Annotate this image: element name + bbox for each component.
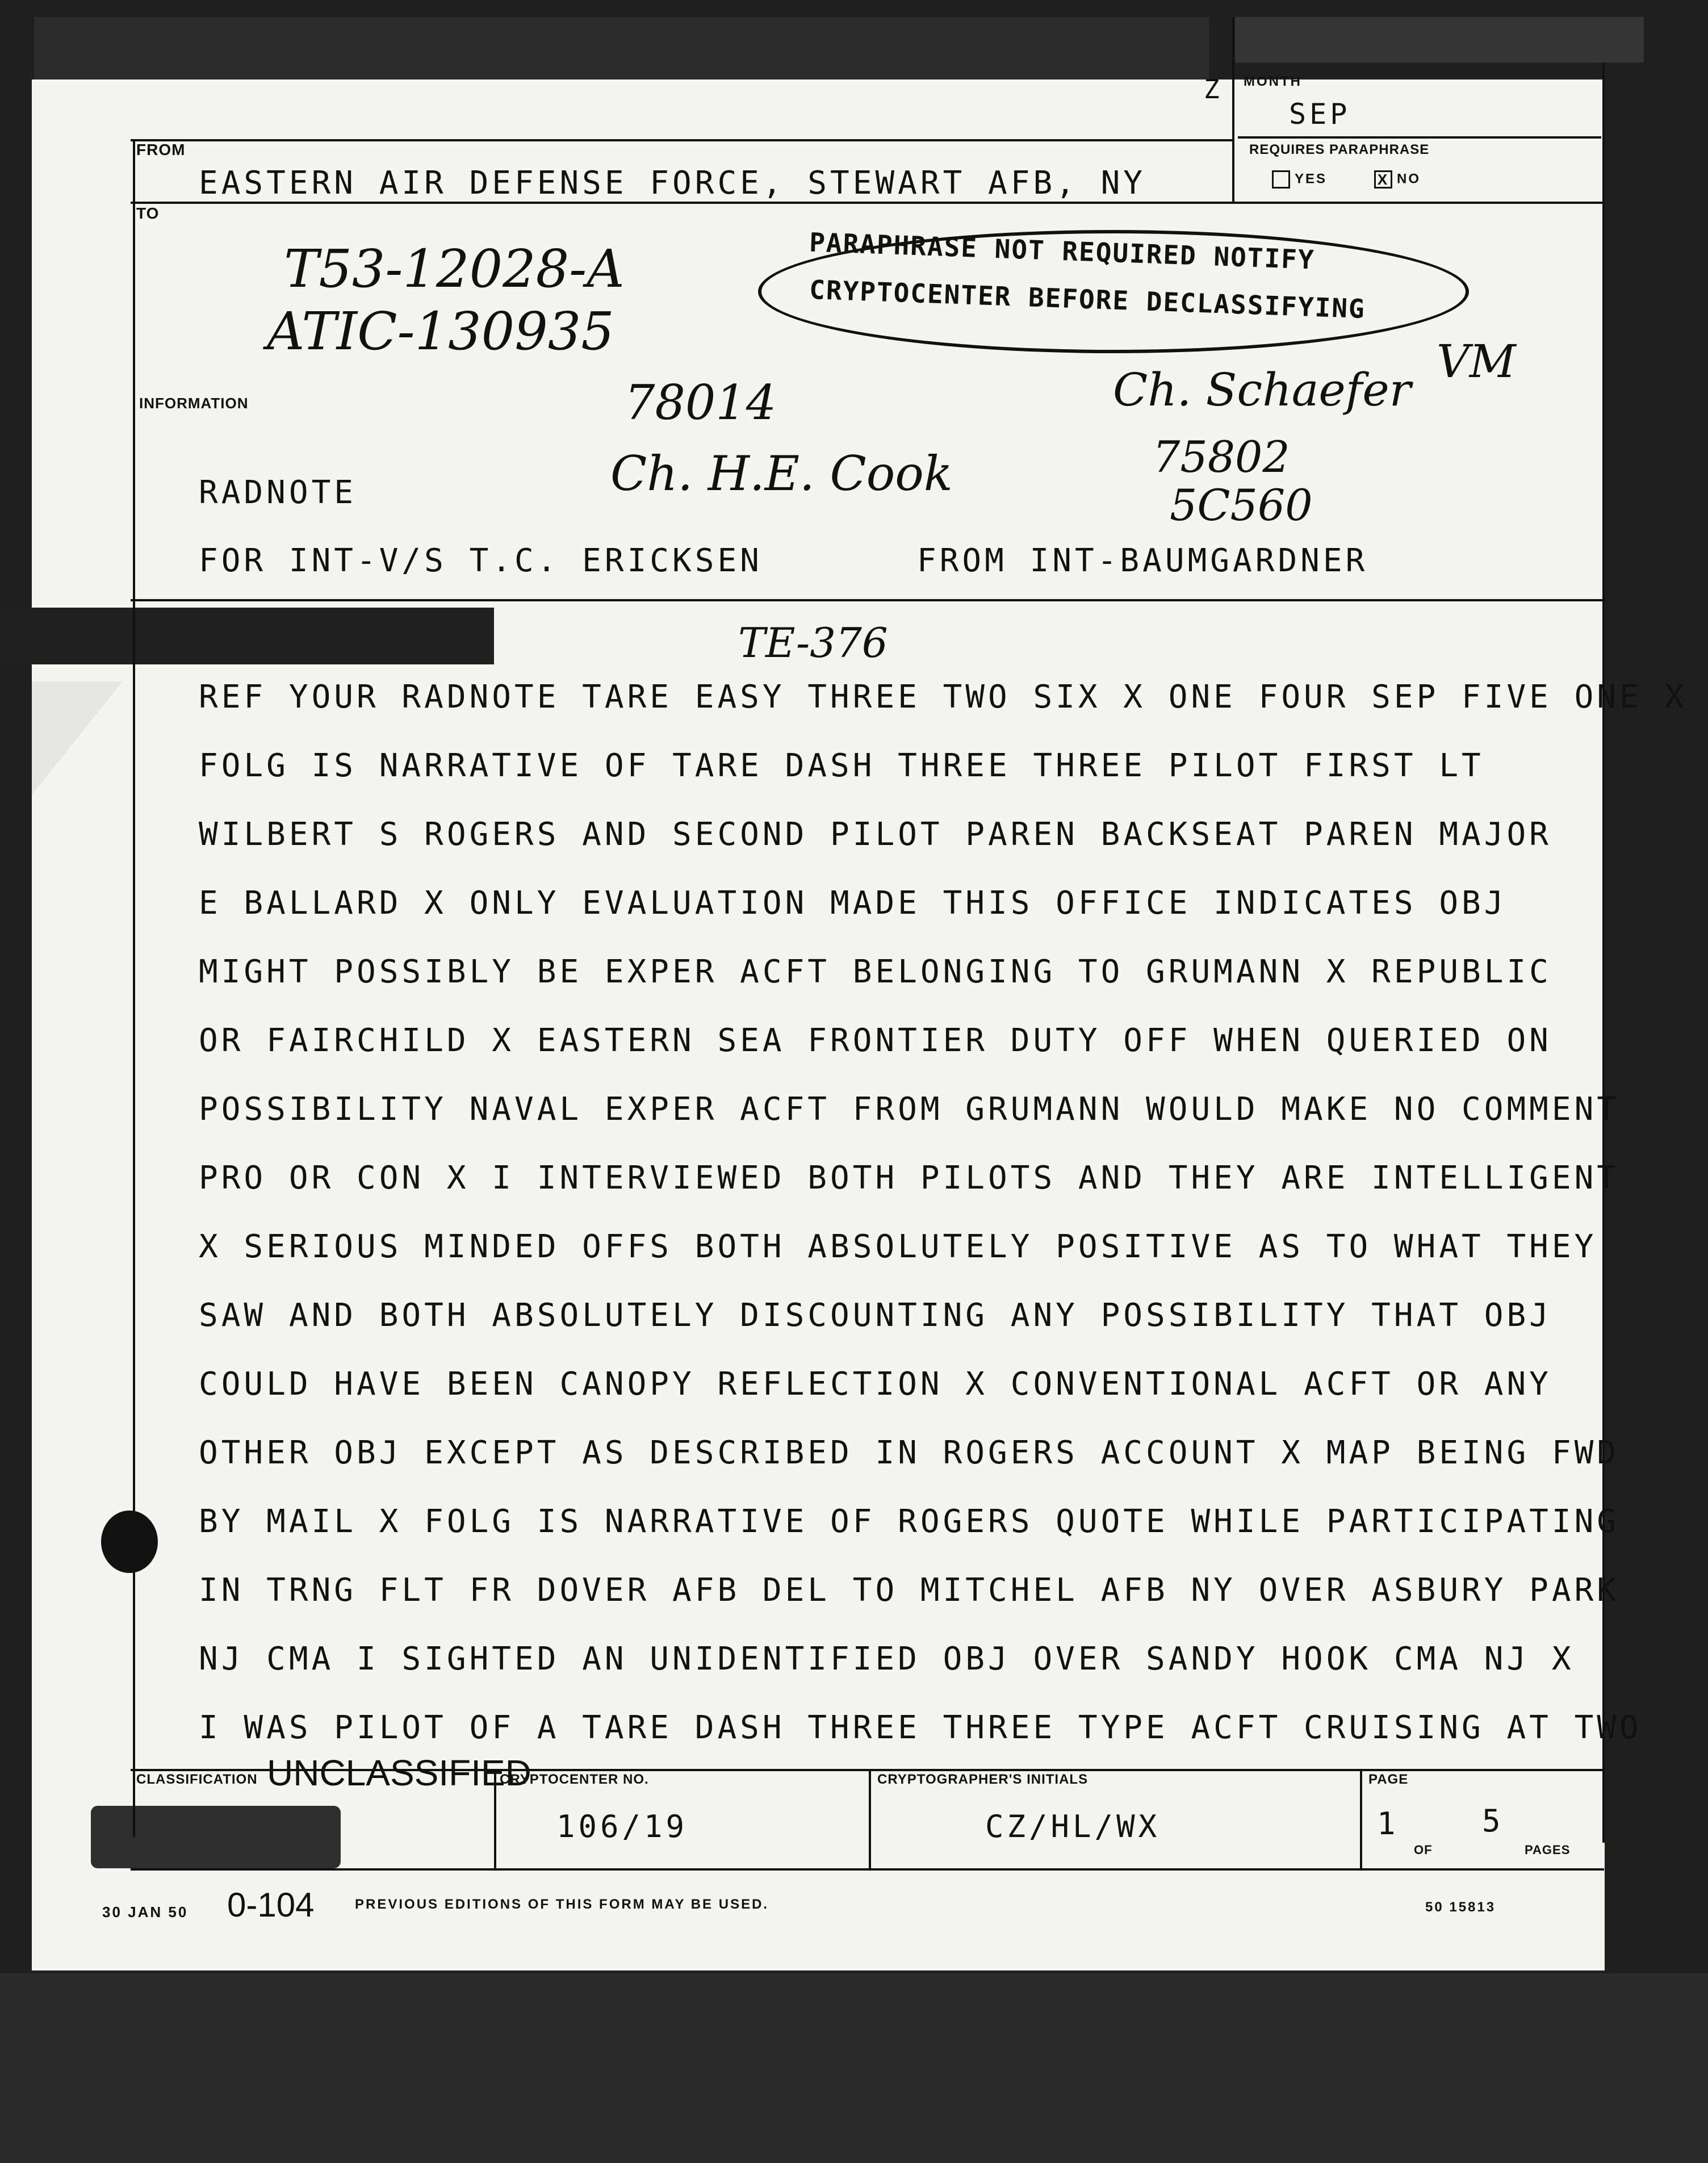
month-label: MONTH <box>1244 74 1302 89</box>
body-line: OTHER OBJ EXCEPT AS DESCRIBED IN ROGERS ACCOUNT X MAP BEING FWD <box>199 1434 1620 1471</box>
paraphrase-no-option <box>1374 170 1421 189</box>
handwritten-78014: 78014 <box>625 375 777 430</box>
handwritten-cook: Ch. H.E. Cook <box>610 446 953 501</box>
page-total: 5 <box>1482 1803 1504 1839</box>
to-label: TO <box>136 204 160 222</box>
rule-from-top <box>131 139 1232 141</box>
page-current: 1 <box>1377 1806 1399 1842</box>
cryptographer-initials-label: CRYPTOGRAPHER'S INITIALS <box>877 1772 1089 1787</box>
folded-corner <box>32 681 123 795</box>
yes-checkbox <box>1272 170 1290 189</box>
for-line: FOR INT-V/S T.C. ERICKSEN <box>199 542 763 579</box>
body-line: BY MAIL X FOLG IS NARRATIVE OF ROGERS QUOTE WHILE PARTICIPATING <box>199 1503 1620 1540</box>
handwritten-initials: VM <box>1437 335 1516 388</box>
body-line: OR FAIRCHILD X EASTERN SEA FRONTIER DUTY OFF WHEN QUERIED ON <box>199 1022 1552 1059</box>
body-line: FOLG IS NARRATIVE OF TARE DASH THREE THREE PILOT FIRST LT <box>199 747 1484 784</box>
month-value: SEP <box>1289 98 1351 131</box>
body-line: IN TRNG FLT FR DOVER AFB DEL TO MITCHEL AFB NY OVER ASBURY PARK <box>199 1572 1620 1609</box>
radnote-label: RADNOTE <box>199 474 357 511</box>
body-line: WILBERT S ROGERS AND SECOND PILOT PAREN BACKSEAT PAREN MAJOR <box>199 816 1552 853</box>
classification-label: CLASSIFICATION <box>136 1772 258 1787</box>
paraphrase-yes-option <box>1272 170 1327 189</box>
print-code: 50 15813 <box>1425 1900 1496 1915</box>
scan-redaction-blot <box>91 1806 341 1868</box>
from-line: FROM INT-BAUMGARDNER <box>917 542 1368 579</box>
from-label: FROM <box>136 141 186 158</box>
stamp-line-1: PARAPHRASE NOT REQUIRED NOTIFY <box>809 227 1316 275</box>
handwritten-5c560: 5C560 <box>1170 480 1313 530</box>
handwritten-ref-t53: T53-12028-A <box>284 239 625 299</box>
body-line: E BALLARD X ONLY EVALUATION MADE THIS OFFICE INDICATES OBJ <box>199 885 1507 922</box>
page-label: PAGE <box>1368 1772 1409 1787</box>
scan-redaction-bar <box>0 608 494 664</box>
punch-hole <box>101 1511 158 1573</box>
body-line: REF YOUR RADNOTE TARE EASY THREE TWO SIX X ONE FOUR SEP FIVE ONE X <box>199 679 1688 716</box>
rule-header-divider <box>1232 17 1234 202</box>
requires-paraphrase-label: REQUIRES PARAPHRASE <box>1249 142 1430 157</box>
body-line: MIGHT POSSIBLY BE EXPER ACFT BELONGING TO GRUMANN X REPUBLIC <box>199 953 1552 990</box>
rule-footer-bottom <box>131 1868 1604 1871</box>
handwritten-75802: 75802 <box>1153 432 1290 482</box>
form-note: PREVIOUS EDITIONS OF THIS FORM MAY BE USED. <box>355 1897 769 1912</box>
handwritten-schaefer: Ch. Schaefer <box>1113 363 1411 416</box>
body-line: POSSIBILITY NAVAL EXPER ACFT FROM GRUMANN WOULD MAKE NO COMMENT <box>199 1091 1620 1128</box>
rule-left-margin <box>133 139 135 1837</box>
classification-value: UNCLASSIFIED <box>267 1752 531 1793</box>
cryptocenter-no-value: 106/19 <box>556 1809 688 1844</box>
body-line: X SERIOUS MINDED OFFS BOTH ABSOLUTELY POSITIVE AS TO WHAT THEY <box>199 1228 1597 1265</box>
scan-shadow-bottom <box>0 1973 1708 2163</box>
precedence-mark: Z <box>1204 74 1223 104</box>
cryptographer-initials-value: CZ/HL/WX <box>985 1809 1161 1844</box>
form-number: 0-104 <box>227 1886 315 1924</box>
information-label: INFORMATION <box>139 395 249 412</box>
handwritten-ref-atic: ATIC-130935 <box>267 301 614 362</box>
from-value: EASTERN AIR DEFENSE FORCE, STEWART AFB, NY <box>199 165 1146 202</box>
body-line: I WAS PILOT OF A TARE DASH THREE THREE TYPE ACFT CRUISING AT TWO <box>199 1709 1642 1746</box>
scan-shadow-top-right <box>1235 17 1644 62</box>
no-label: NO <box>1397 171 1421 187</box>
rule-footer-col3 <box>1360 1769 1362 1868</box>
pages-label: PAGES <box>1525 1843 1571 1857</box>
rule-month-bottom <box>1238 136 1601 139</box>
body-line: COULD HAVE BEEN CANOPY REFLECTION X CONVENTIONAL ACFT OR ANY <box>199 1366 1552 1403</box>
handwritten-te-ref: TE-376 <box>738 619 888 667</box>
of-label: OF <box>1414 1843 1433 1857</box>
no-checkbox: X <box>1374 170 1392 189</box>
body-line: NJ CMA I SIGHTED AN UNIDENTIFIED OBJ OVER SANDY HOOK CMA NJ X <box>199 1641 1575 1677</box>
body-line: PRO OR CON X I INTERVIEWED BOTH PILOTS AND THEY ARE INTELLIGENT <box>199 1160 1620 1196</box>
rule-to-top <box>131 202 1604 204</box>
form-date: 30 JAN 50 <box>102 1903 189 1921</box>
rule-footer-col2 <box>869 1769 871 1868</box>
yes-label: YES <box>1295 171 1328 187</box>
body-line: SAW AND BOTH ABSOLUTELY DISCOUNTING ANY POSSIBILITY THAT OBJ <box>199 1297 1552 1334</box>
stamp-line-2: CRYPTOCENTER BEFORE DECLASSIFYING <box>809 274 1366 325</box>
cryptocenter-no-label: CRYPTOCENTER NO. <box>500 1772 649 1787</box>
rule-routing-bottom <box>131 599 1604 601</box>
